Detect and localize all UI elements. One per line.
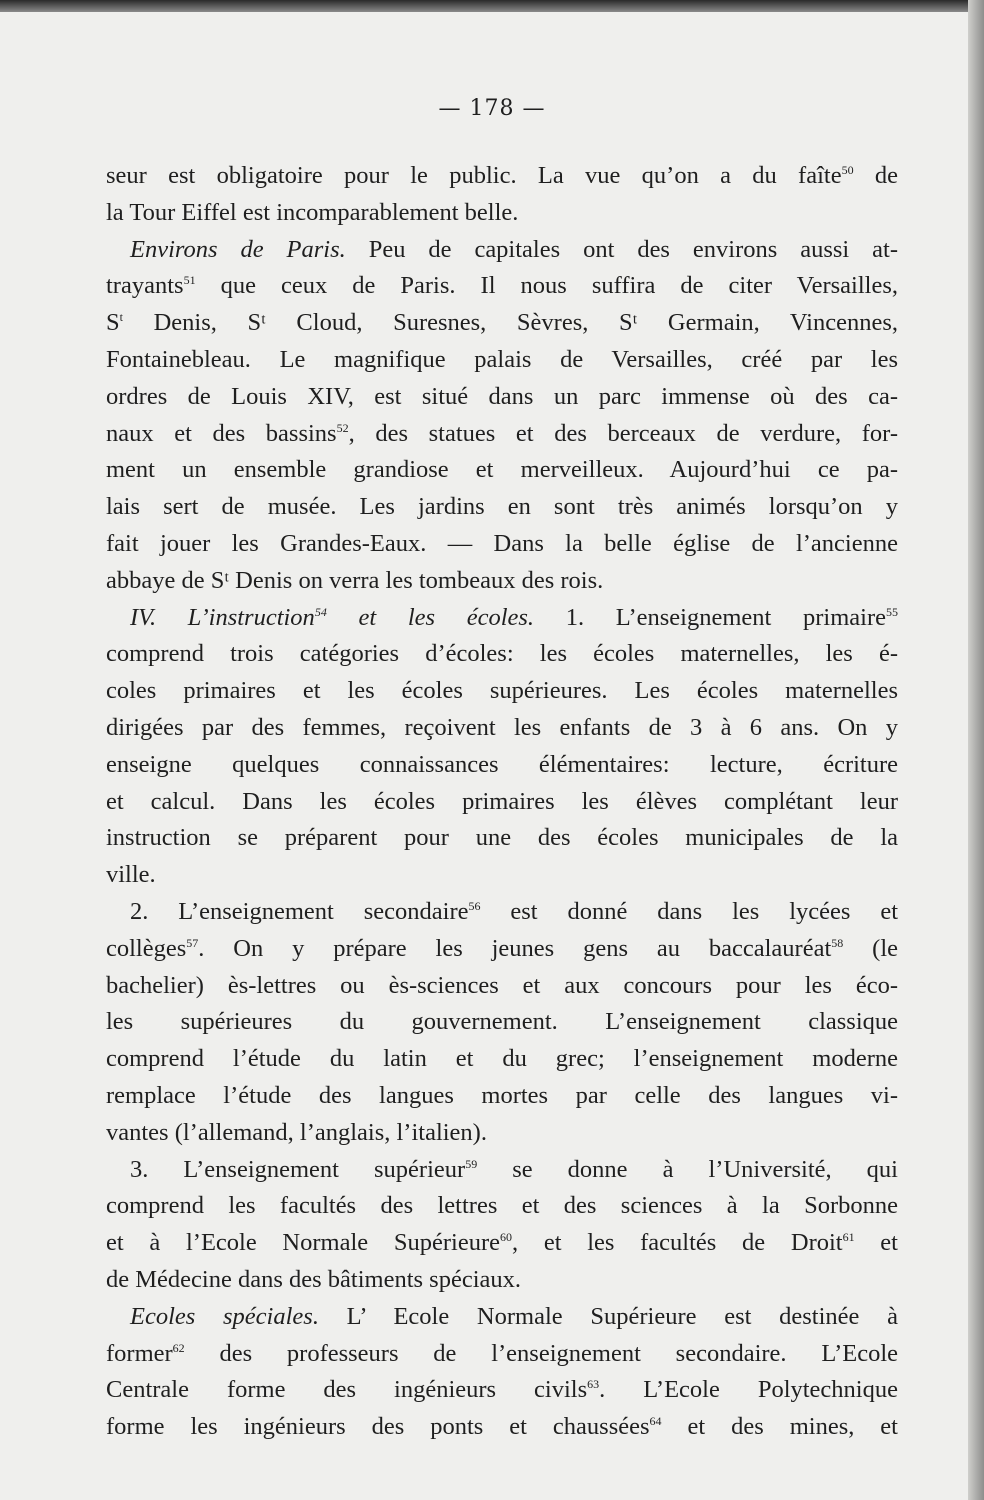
footnote-ref: 55 xyxy=(885,604,898,619)
footnote-ref: 56 xyxy=(468,898,481,913)
line-text: et à l’Ecole Normale Supérieure xyxy=(106,1229,500,1257)
text-line xyxy=(106,1115,898,1152)
footnote-ref: 60 xyxy=(499,1229,512,1244)
footnote-ref: 61 xyxy=(842,1229,855,1244)
text-line xyxy=(106,820,898,857)
text-line xyxy=(106,894,898,931)
line-text: . L’Ecole Polytechnique xyxy=(599,1376,898,1404)
text-line xyxy=(106,1262,898,1299)
text-line xyxy=(106,636,898,673)
text-line xyxy=(106,857,898,894)
footnote-ref: 58 xyxy=(831,935,844,950)
line-text: Denis, Sᵗ Cloud, Suresnes, Sèvres, Sᵗ Germain, Vincennes, xyxy=(122,309,898,337)
line-text: est donné dans les lycées et xyxy=(480,897,898,925)
line-text: la Tour Eiffel est incomparablement belle. xyxy=(106,198,519,226)
text-line xyxy=(106,452,898,489)
line-text: S xyxy=(106,309,120,337)
line-text: fait jouer les Grandes-Eaux. — Dans la belle église de l’ancienne xyxy=(106,529,898,557)
section-heading: Ecoles spéciales. xyxy=(130,1302,319,1330)
line-text: L’ Ecole Normale Supérieure est destinée à xyxy=(318,1302,898,1330)
line-text: ville. xyxy=(106,861,156,889)
line-text: bachelier) ès-lettres ou ès-sciences et aux concours pour les éco- xyxy=(106,971,898,999)
footnote-ref: 64 xyxy=(649,1413,662,1428)
line-text: trayants xyxy=(106,272,184,300)
line-text: les supérieures du gouvernement. L’enseignement classique xyxy=(106,1008,898,1036)
text-line xyxy=(106,968,898,1005)
text-line xyxy=(106,232,898,269)
text-line xyxy=(106,195,898,232)
line-text: former xyxy=(106,1339,173,1367)
line-text: coles primaires et les écoles supérieures. Les écoles maternelles xyxy=(106,677,898,705)
footnote-ref: t xyxy=(119,310,123,325)
text-line xyxy=(106,600,898,637)
text-line xyxy=(106,268,898,305)
line-text: lais sert de musée. Les jardins en sont très animés lorsqu’on y xyxy=(106,493,898,521)
line-text: vantes (l’allemand, l’anglais, l’italien). xyxy=(106,1118,487,1146)
line-text: comprend l’étude du latin et du grec; l’enseignement moderne xyxy=(106,1045,898,1073)
footnote-ref: 50 xyxy=(841,162,854,177)
footnote-ref: 54 xyxy=(314,604,327,619)
line-text: des professeurs de l’enseignement secondaire. L’Ecole xyxy=(184,1339,898,1367)
scan-edge-right xyxy=(968,0,984,1500)
scan-edge-top xyxy=(0,0,984,12)
line-text: 1. L’enseignement primaire xyxy=(534,603,886,631)
footnote-ref: 57 xyxy=(186,935,199,950)
text-line xyxy=(106,158,898,195)
line-text: instruction se préparent pour une des écoles municipales de la xyxy=(106,824,898,852)
text-line xyxy=(106,1409,898,1446)
line-text: enseigne quelques connaissances élémentaires: lecture, écriture xyxy=(106,750,898,778)
line-text: , et les facultés de Droit xyxy=(511,1229,843,1257)
text-line xyxy=(106,1078,898,1115)
line-text: Peu de capitales ont des environs aussi at- xyxy=(345,235,898,263)
line-text: ment un ensemble grandiose et merveilleux. Aujourd’hui ce pa- xyxy=(106,456,898,484)
text-line xyxy=(106,1372,898,1409)
footnote-ref: 52 xyxy=(336,420,349,435)
text-line xyxy=(106,784,898,821)
line-text: seur est obligatoire pour le public. La vue qu’on a du faîte xyxy=(106,162,842,189)
text-line xyxy=(106,1004,898,1041)
line-text: , des statues et des berceaux de verdure, for- xyxy=(348,419,899,447)
line-text: que ceux de Paris. Il nous suffira de citer Versailles, xyxy=(195,272,898,300)
text-line xyxy=(106,1188,898,1225)
line-text: Fontainebleau. Le magnifique palais de Versailles, créé par les xyxy=(106,345,898,373)
text-line xyxy=(106,931,898,968)
line-text: naux et des bassins xyxy=(106,419,337,447)
footnote-ref: 62 xyxy=(172,1340,185,1355)
line-text: Centrale forme des ingénieurs civils xyxy=(106,1376,588,1404)
section-heading: Environs de Paris. xyxy=(130,235,346,263)
line-text: ordres de Louis XIV, est situé dans un parc immense où des ca- xyxy=(106,382,898,410)
section-heading: IV. L’instruction xyxy=(130,603,315,631)
line-text: dirigées par des femmes, reçoivent les enfants de 3 à 6 ans. On y xyxy=(106,713,898,741)
text-line xyxy=(106,710,898,747)
line-text: se donne à l’Université, qui xyxy=(477,1155,898,1183)
page-body-text xyxy=(106,158,898,1446)
text-line xyxy=(106,416,898,453)
text-line xyxy=(106,1152,898,1189)
line-text: collèges xyxy=(106,934,187,962)
text-line xyxy=(106,526,898,563)
text-line xyxy=(106,1299,898,1336)
page-number: — 178 — xyxy=(438,96,546,121)
line-text: (le xyxy=(843,934,898,962)
text-line xyxy=(106,563,898,600)
text-line xyxy=(106,489,898,526)
line-text: et des mines, et xyxy=(661,1413,898,1441)
footnote-ref: 59 xyxy=(465,1156,478,1171)
line-text: abbaye de Sᵗ Denis on verra les tombeaux des rois. xyxy=(106,566,604,594)
line-text: de xyxy=(853,162,899,189)
line-text: 2. L’enseignement secondaire xyxy=(130,897,469,925)
line-text: . On y prépare les jeunes gens au baccalauréat xyxy=(198,934,832,962)
line-text: comprend les facultés des lettres et des sciences à la Sorbonne xyxy=(106,1192,898,1220)
text-line xyxy=(106,673,898,710)
section-heading: et les écoles. xyxy=(326,603,535,631)
footnote-ref: 51 xyxy=(183,273,196,288)
text-line xyxy=(106,747,898,784)
line-text: de Médecine dans des bâtiments spéciaux. xyxy=(106,1265,522,1293)
line-text: forme les ingénieurs des ponts et chaussées xyxy=(106,1413,650,1441)
line-text: comprend trois catégories d’écoles: les écoles maternelles, les é- xyxy=(106,640,898,668)
footnote-ref: 63 xyxy=(587,1377,600,1392)
line-text: remplace l’étude des langues mortes par celle des langues vi- xyxy=(106,1081,898,1109)
text-line xyxy=(106,305,898,342)
text-line xyxy=(106,342,898,379)
text-line xyxy=(106,379,898,416)
text-line xyxy=(106,1041,898,1078)
line-text: et xyxy=(854,1229,898,1257)
text-line xyxy=(106,1336,898,1373)
line-text: et calcul. Dans les écoles primaires les élèves complétant leur xyxy=(106,787,898,815)
text-line xyxy=(106,1225,898,1262)
line-text: 3. L’enseignement supérieur xyxy=(130,1155,466,1183)
